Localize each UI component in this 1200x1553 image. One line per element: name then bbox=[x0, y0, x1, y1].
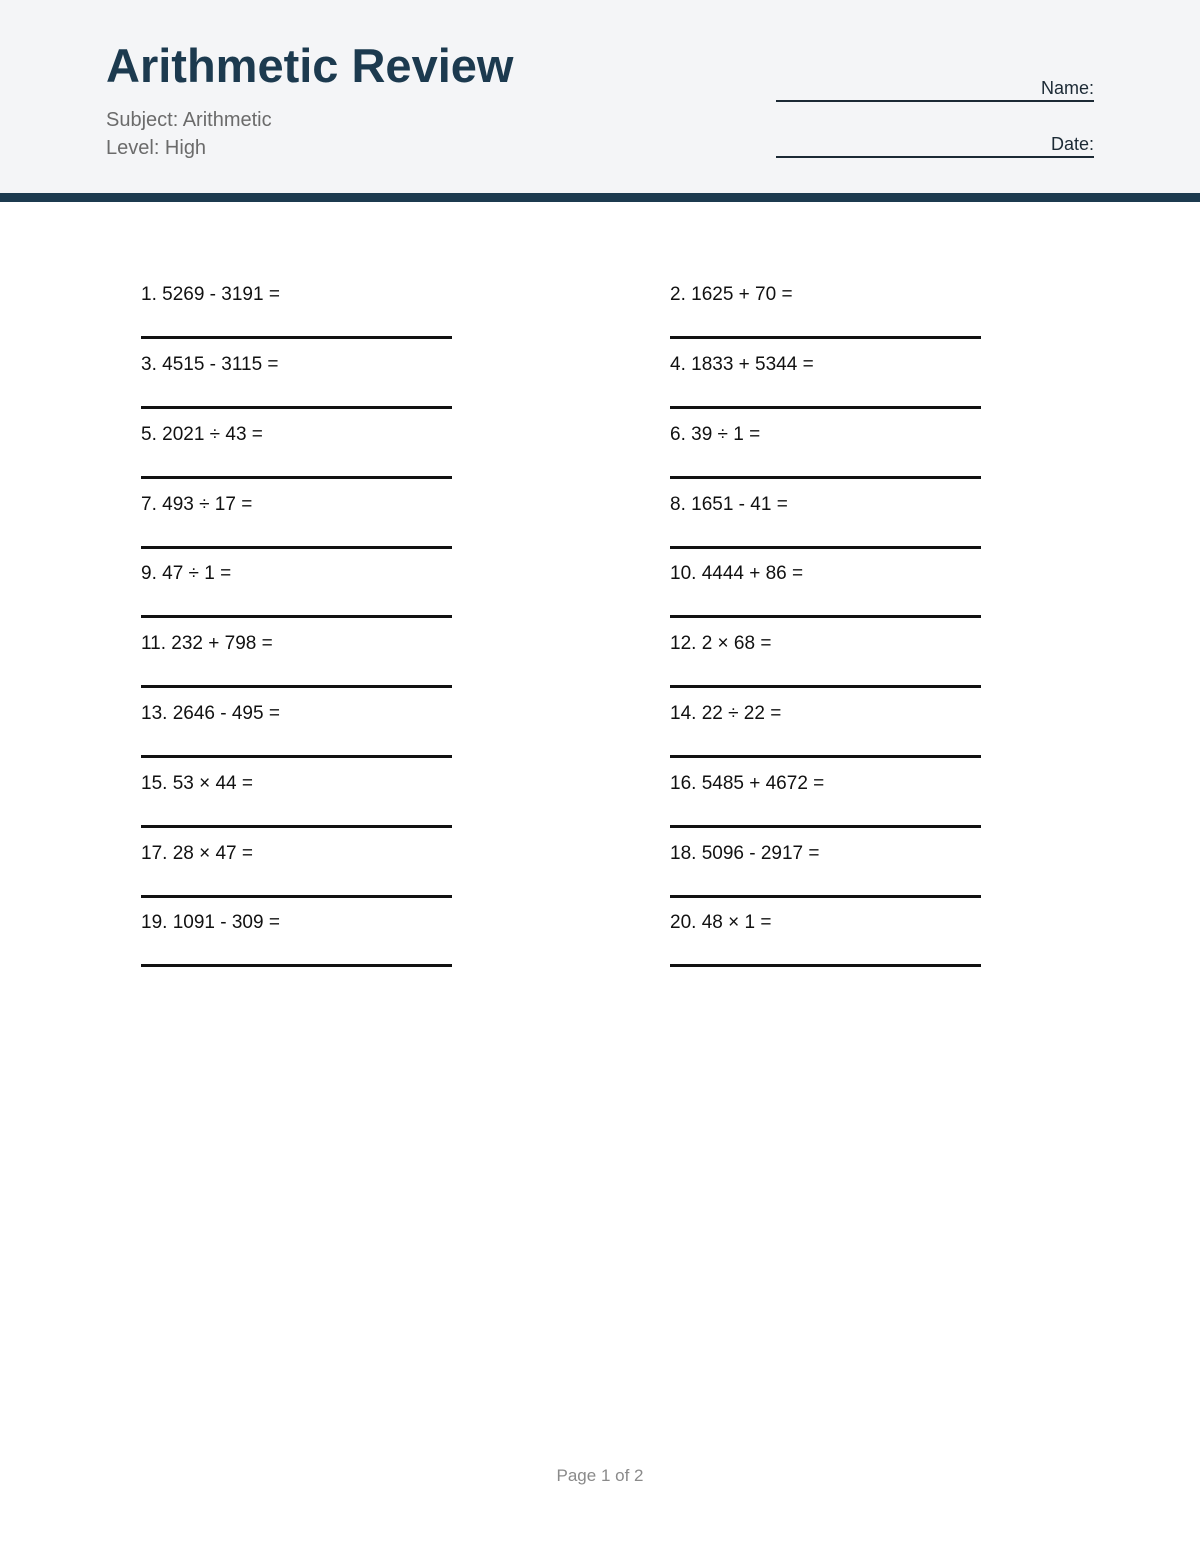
level-label: Level: High bbox=[106, 137, 207, 159]
problem-item bbox=[141, 821, 453, 899]
problem-item bbox=[141, 541, 453, 619]
problem-text: 13. 2646 - 495 = bbox=[141, 703, 280, 724]
worksheet-header bbox=[0, 0, 1200, 193]
problem-item bbox=[670, 821, 982, 899]
problem-text: 10. 4444 + 86 = bbox=[670, 563, 804, 584]
answer-line[interactable] bbox=[141, 964, 452, 967]
answer-line[interactable] bbox=[670, 964, 981, 967]
problem-text: 18. 5096 - 2917 = bbox=[670, 843, 820, 864]
problem-item bbox=[141, 472, 453, 550]
problem-text: 6. 39 ÷ 1 = bbox=[670, 424, 761, 445]
problem-text: 9. 47 ÷ 1 = bbox=[141, 563, 232, 584]
problem-item bbox=[141, 611, 453, 689]
problem-item bbox=[670, 332, 982, 410]
date-field[interactable] bbox=[776, 126, 1094, 158]
problem-text: 19. 1091 - 309 = bbox=[141, 912, 280, 933]
problem-item bbox=[670, 751, 982, 829]
subject-label: Subject: Arithmetic bbox=[106, 109, 272, 131]
problem-item bbox=[670, 541, 982, 619]
problem-item bbox=[141, 262, 453, 340]
problem-text: 5. 2021 ÷ 43 = bbox=[141, 424, 263, 445]
problem-text: 3. 4515 - 3115 = bbox=[141, 354, 279, 375]
problem-item bbox=[141, 402, 453, 480]
problem-text: 14. 22 ÷ 22 = bbox=[670, 703, 782, 724]
problem-item bbox=[141, 751, 453, 829]
date-label: Date: bbox=[1050, 134, 1094, 154]
problem-text: 8. 1651 - 41 = bbox=[670, 494, 788, 515]
problem-item bbox=[670, 402, 982, 480]
problem-item bbox=[670, 262, 982, 340]
problem-item bbox=[141, 890, 453, 968]
name-field[interactable] bbox=[776, 70, 1094, 102]
problem-text: 15. 53 × 44 = bbox=[141, 773, 253, 794]
problem-item bbox=[670, 472, 982, 550]
name-label: Name: bbox=[1040, 78, 1094, 98]
problem-text: 17. 28 × 47 = bbox=[141, 843, 253, 864]
problem-item bbox=[141, 332, 453, 410]
header-divider bbox=[0, 193, 1200, 202]
page-title: Arithmetic Review bbox=[106, 39, 514, 92]
problem-item bbox=[670, 611, 982, 689]
problem-text: 11. 232 + 798 = bbox=[141, 633, 273, 654]
problem-item bbox=[670, 890, 982, 968]
problem-text: 16. 5485 + 4672 = bbox=[670, 773, 825, 794]
problem-item bbox=[670, 681, 982, 759]
problem-text: 4. 1833 + 5344 = bbox=[670, 354, 814, 375]
problem-text: 1. 5269 - 3191 = bbox=[141, 284, 280, 305]
problem-text: 7. 493 ÷ 17 = bbox=[141, 494, 253, 515]
problem-item bbox=[141, 681, 453, 759]
problem-text: 12. 2 × 68 = bbox=[670, 633, 772, 654]
problem-text: 2. 1625 + 70 = bbox=[670, 284, 793, 305]
problem-text: 20. 48 × 1 = bbox=[670, 912, 772, 933]
page-indicator: Page 1 of 2 bbox=[556, 1466, 644, 1485]
